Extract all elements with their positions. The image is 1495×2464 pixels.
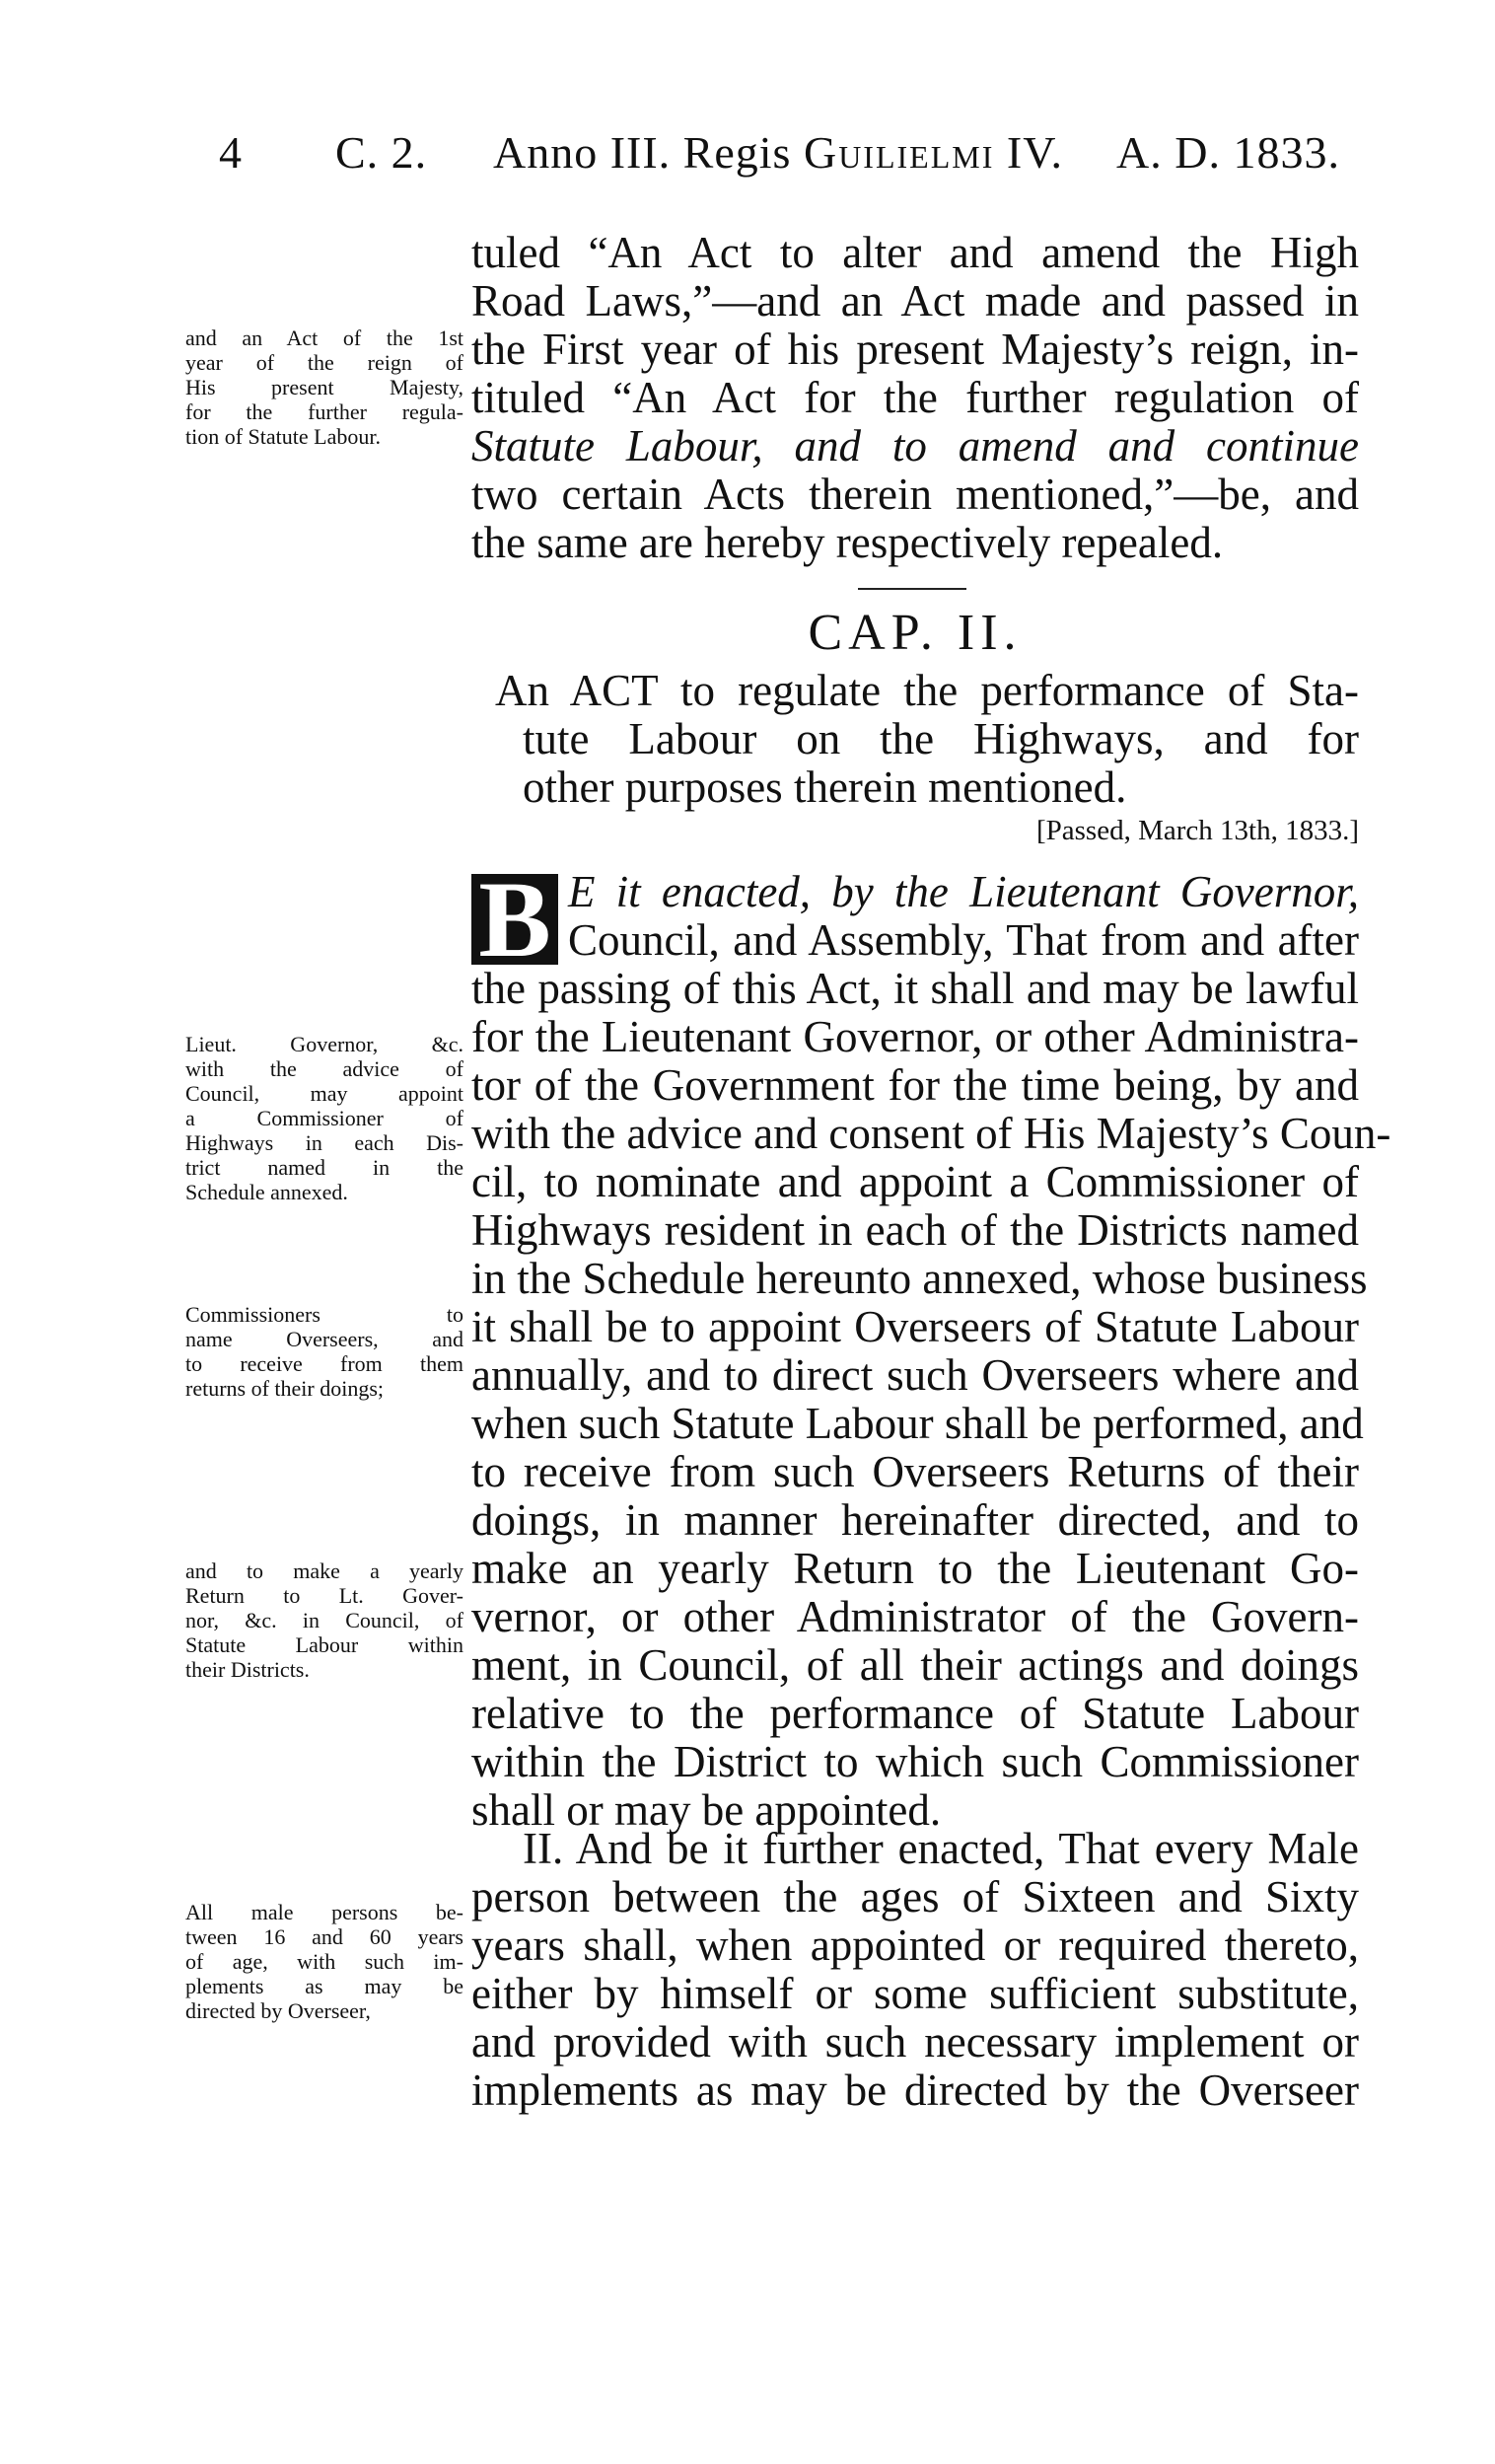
running-title-suffix: IV. — [1006, 127, 1063, 178]
running-title-prefix: Anno III. Regis — [493, 127, 792, 178]
act-title-line: An ACT to regulate the performance of Sta- — [495, 666, 1359, 715]
text-line: II. And be it further enacted, That every Male — [523, 1824, 1359, 1873]
text-line: shall or may be appointed. — [471, 1785, 942, 1835]
margin-note-line: with the advice of — [185, 1056, 463, 1081]
text-line: when such Statute Labour shall be performed, and — [471, 1399, 1364, 1448]
margin-note-line: Highways in each Dis- — [185, 1130, 463, 1155]
margin-note-line: Council, may appoint — [185, 1081, 463, 1106]
margin-note-line: and an Act of the 1st — [185, 326, 463, 350]
text-line: cil, to nominate and appoint a Commissioner of — [471, 1157, 1359, 1206]
margin-note-line: name Overseers, and — [185, 1327, 463, 1351]
drop-cap: B — [471, 874, 558, 965]
text-line: implements as may be directed by the Overseer — [471, 2065, 1359, 2115]
margin-note-line: Schedule annexed. — [185, 1180, 348, 1204]
margin-note-line: plements as may be — [185, 1974, 463, 1998]
margin-note-line: Lieut. Governor, &c. — [185, 1032, 463, 1056]
running-title-king: Guilielmi — [803, 127, 995, 178]
margin-note — [185, 1032, 463, 1204]
margin-note-line: for the further regula- — [185, 399, 463, 424]
act-title — [471, 667, 1359, 812]
margin-note-line: returns of their doings; — [185, 1376, 385, 1401]
text-line: ment, in Council, of all their actings and doings — [471, 1640, 1359, 1690]
act-title-line: other purposes therein mentioned. — [523, 762, 1127, 812]
text-line: Highways resident in each of the Districts named — [471, 1205, 1359, 1255]
text-line: E it enacted, by the Lieutenant Governor, — [568, 867, 1359, 916]
text-line: doings, in manner hereinafter directed, and to — [471, 1495, 1359, 1545]
previous-act-text — [471, 229, 1359, 567]
text-line: vernor, or other Administrator of the Govern- — [471, 1592, 1359, 1641]
text-line: annually, and to direct such Overseers where and — [471, 1350, 1359, 1400]
text-line: Council, and Assembly, That from and after — [568, 915, 1359, 965]
act-title-line: tute Labour on the Highways, and for — [523, 714, 1359, 763]
chapter-number: C. 2. — [335, 127, 428, 178]
text-line: with the advice and consent of His Majesty’s Coun- — [471, 1109, 1391, 1158]
section-2-text — [471, 1825, 1359, 2115]
text-line: tor of the Government for the time being, by and — [471, 1060, 1359, 1110]
margin-note-line: and to make a yearly — [185, 1558, 463, 1583]
text-line: the same are hereby respectively repealed. — [471, 518, 1224, 567]
margin-note-line: nor, &c. in Council, of — [185, 1608, 463, 1632]
margin-note-line: All male persons be- — [185, 1900, 463, 1924]
section-1-text — [471, 867, 1391, 1835]
margin-note-line: a Commissioner of — [185, 1106, 463, 1130]
text-line: tuled “An Act to alter and amend the High — [471, 228, 1359, 277]
margin-note-line: Commissioners to — [185, 1302, 463, 1327]
margin-note-line: Return to Lt. Gover- — [185, 1583, 463, 1608]
margin-note-line: directed by Overseer, — [185, 1998, 371, 2023]
text-line: years shall, when appointed or required thereto, — [471, 1920, 1359, 1970]
text-line: within the District to which such Commissioner — [471, 1737, 1359, 1786]
margin-note — [185, 1900, 463, 2023]
margin-note — [185, 326, 463, 449]
text-line: it shall be to appoint Overseers of Statute Labour — [471, 1302, 1359, 1351]
margin-note-line: their Districts. — [185, 1657, 310, 1682]
text-line: for the Lieutenant Governor, or other Administra- — [471, 1012, 1359, 1061]
margin-note-line: trict named in the — [185, 1155, 463, 1180]
margin-note-line: tion of Statute Labour. — [185, 424, 381, 449]
text-line: in the Schedule hereunto annexed, whose business — [471, 1254, 1368, 1303]
text-line: tituled “An Act for the further regulation of — [471, 373, 1359, 422]
text-line: two certain Acts therein mentioned,”—be, and — [471, 470, 1359, 519]
margin-note-line: to receive from them — [185, 1351, 463, 1376]
text-line: to receive from such Overseers Returns of their — [471, 1447, 1359, 1496]
margin-note — [185, 1558, 463, 1682]
running-date: A. D. 1833. — [1116, 127, 1340, 178]
text-line: the passing of this Act, it shall and may be lawful — [471, 964, 1359, 1013]
running-title — [493, 126, 1063, 179]
text-line: Road Laws,”—and an Act made and passed in — [471, 276, 1359, 326]
page-number: 4 — [219, 127, 243, 178]
text-line: make an yearly Return to the Lieutenant Go- — [471, 1544, 1359, 1593]
section-divider — [858, 588, 966, 590]
text-line: either by himself or some sufficient substitute, — [471, 1969, 1359, 2018]
margin-note-line: Statute Labour within — [185, 1632, 463, 1657]
margin-note-line: of age, with such im- — [185, 1949, 463, 1974]
margin-note — [185, 1302, 463, 1401]
text-line: the First year of his present Majesty’s reign, in- — [471, 325, 1359, 374]
text-line: and provided with such necessary implement or — [471, 2017, 1359, 2066]
margin-note-line: tween 16 and 60 years — [185, 1924, 463, 1949]
text-line: relative to the performance of Statute Labour — [471, 1689, 1359, 1738]
passed-date: [Passed, March 13th, 1833.] — [1035, 815, 1359, 846]
chapter-heading: CAP. II. — [808, 605, 1023, 661]
text-line: person between the ages of Sixteen and Sixty — [471, 1872, 1359, 1921]
text-line: Statute Labour, and to amend and continue — [471, 421, 1359, 471]
margin-note-line: year of the reign of — [185, 350, 463, 375]
margin-note-line: His present Majesty, — [185, 375, 463, 399]
